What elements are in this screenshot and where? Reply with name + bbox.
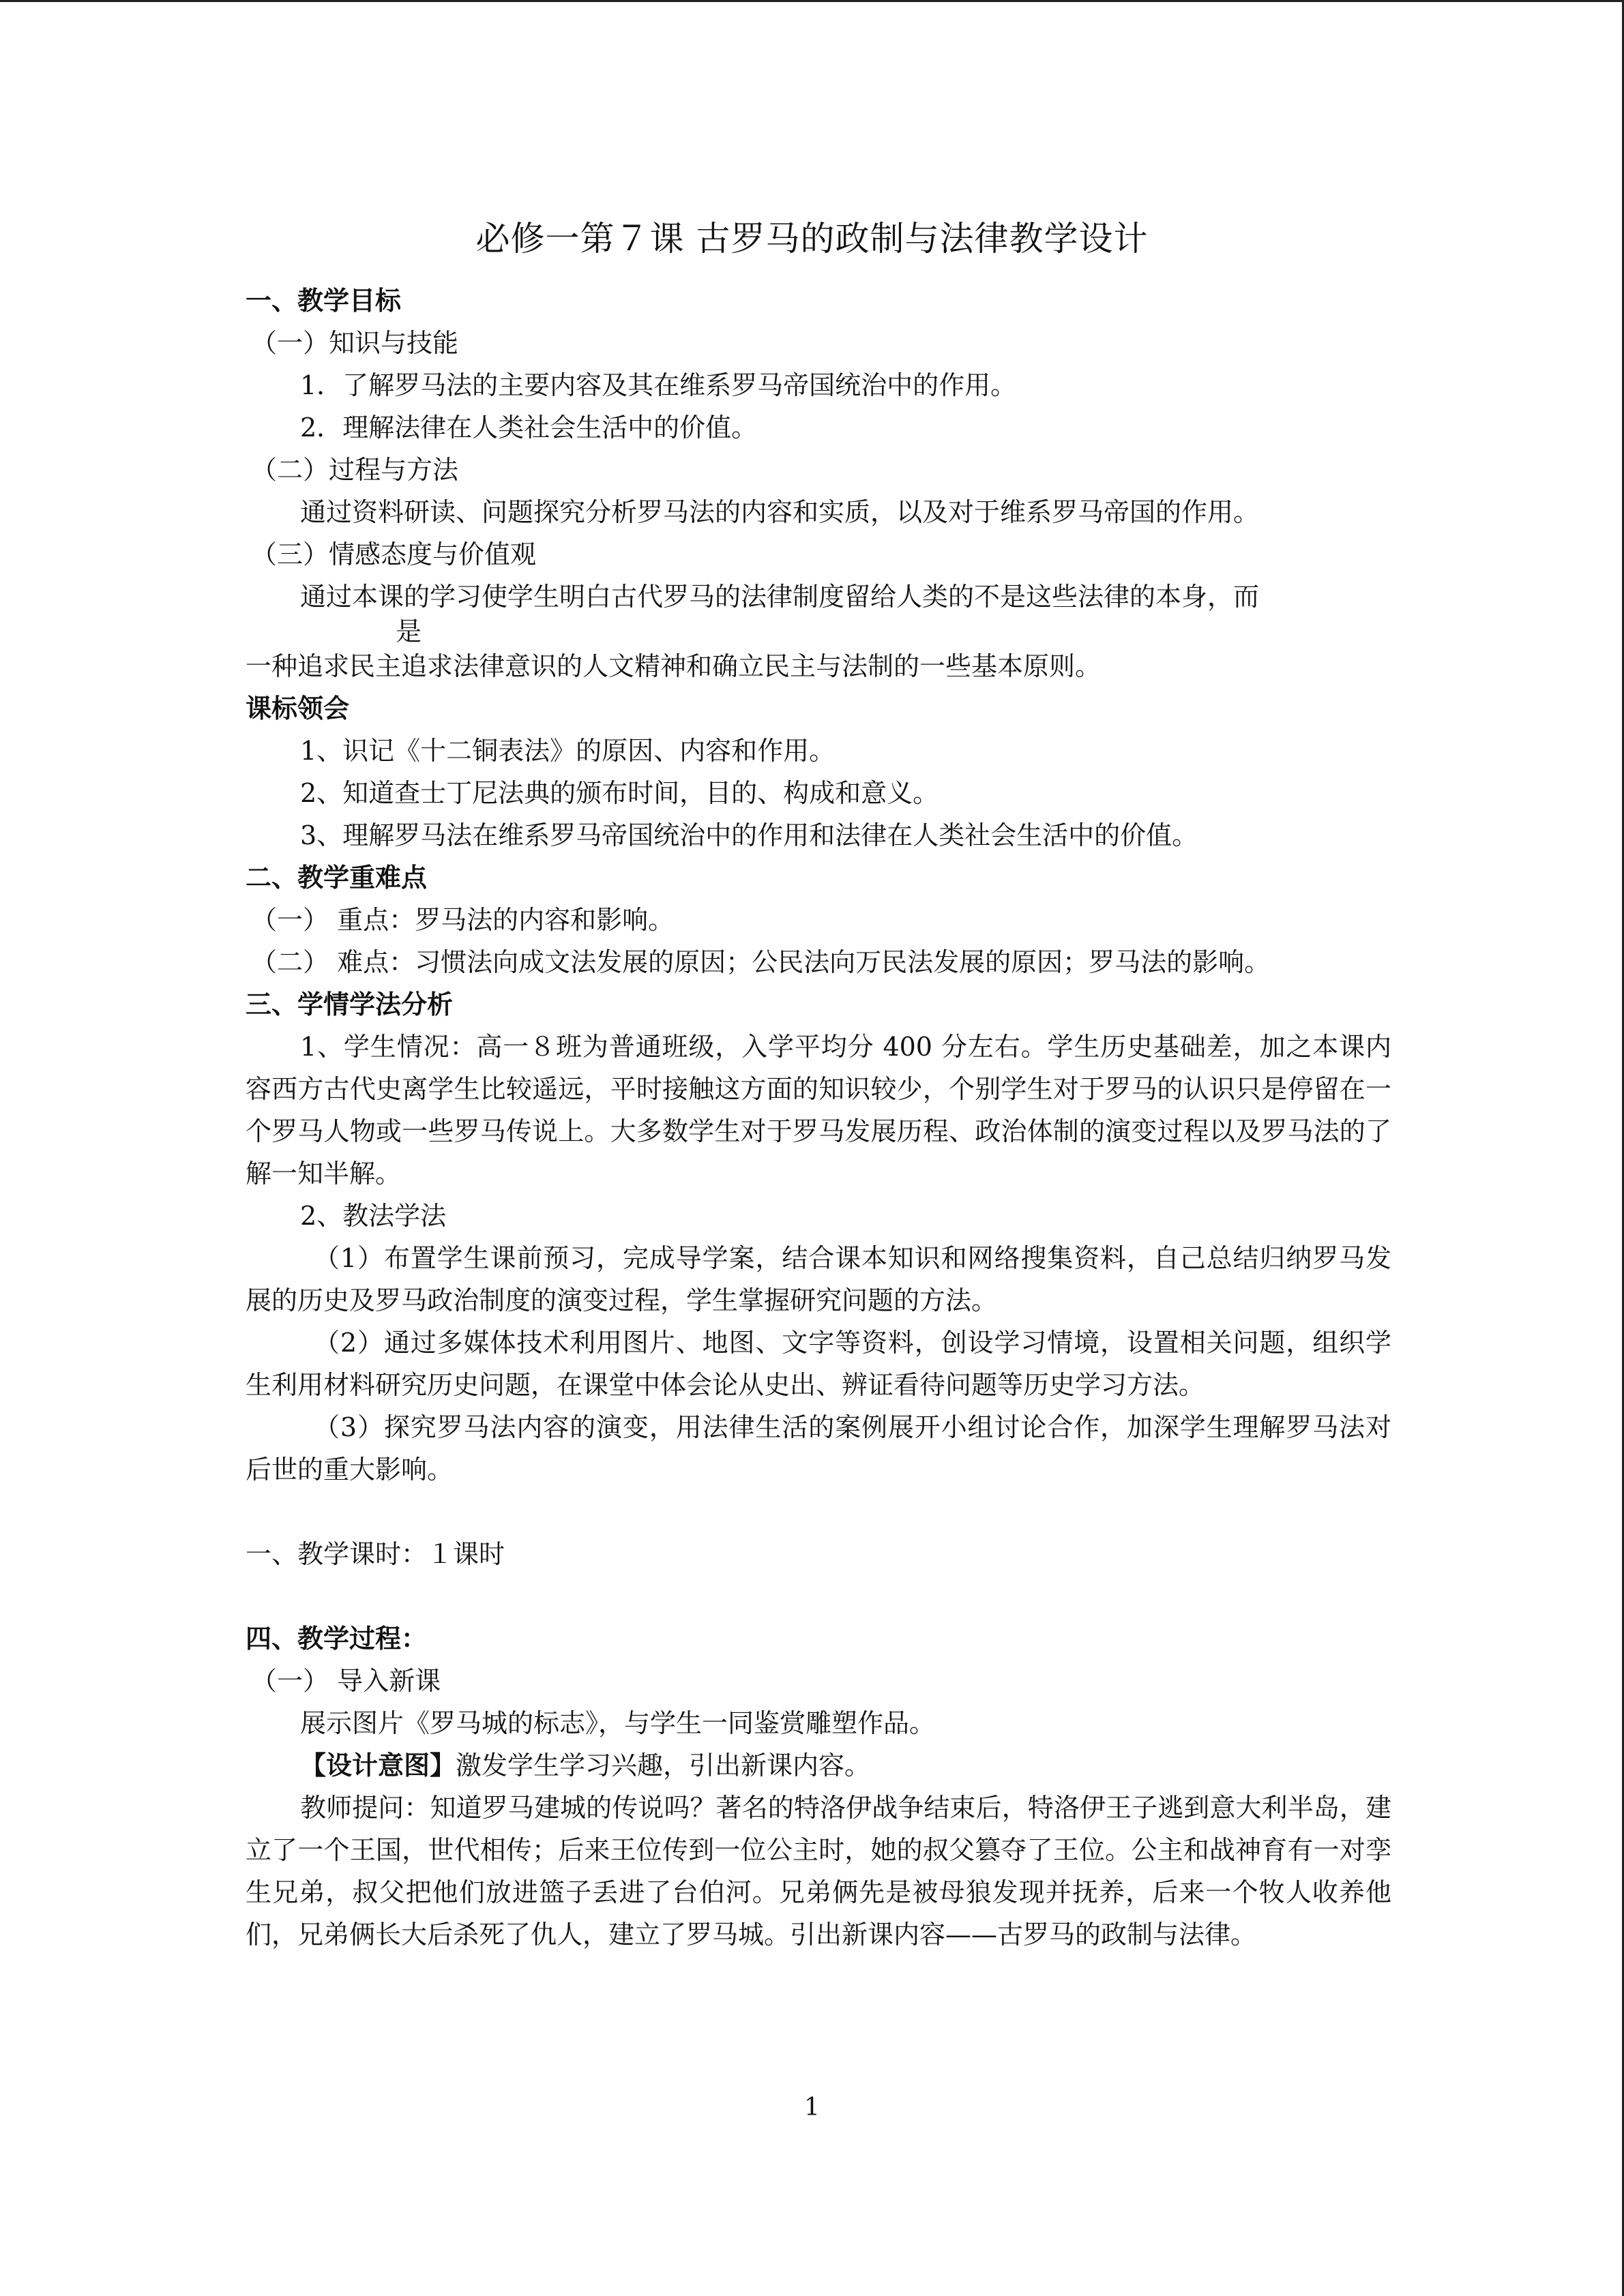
analysis-subheading: 2、教法学法 — [300, 1201, 447, 1231]
key-point: （一） 重点：罗马法的内容和影响。 — [251, 905, 675, 935]
process-text: 通过资料研读、问题探究分析罗马法的内容和实质，以及对于维系罗马帝国的作用。 — [300, 497, 1260, 527]
subheading-process: （二）过程与方法 — [251, 455, 459, 485]
values-text-continued: 一种追求民主追求法律意识的人文精神和确立民主与法制的一些基本原则。 — [246, 651, 1102, 681]
difficult-point: （二） 难点：习惯法向成文法发展的原因；公民法向万民法发展的原因；罗马法的影响。 — [251, 947, 1271, 977]
analysis-paragraph: 1、学生情况：高一８班为普通班级，入学平均分 400 分左右。学生历史基础差，加之本课内容西方古代史离学生比较遥远，平时接触这方面的知识较少，个别学生对于罗马的认识只是停留在一个罗马人物或一些罗马传说上。大多数学生对于罗马发展历程、政治体制的演变过程以及罗马法的了解一知半解。 — [246, 1032, 1391, 1189]
design-intent-label: 【设计意图】 — [300, 1750, 456, 1780]
section-heading-key-points: 二、教学重难点 — [246, 862, 428, 893]
method-paragraph: （2）通过多媒体技术利用图片、地图、文字等资料，创设学习情境，设置相关问题，组织学生利用材料研究历史问题，在课堂中体会论从史出、辨证看待问题等历史学习方法。 — [246, 1328, 1391, 1400]
subheading-intro: （一） 导入新课 — [251, 1666, 441, 1696]
values-text: 通过本课的学习使学生明白古代罗马的法律制度留给人类的不是这些法律的本身，而 — [300, 582, 1260, 612]
subheading-values: （三）情感态度与价值观 — [251, 539, 537, 569]
standard-item: 3、理解罗马法在维系罗马帝国统治中的作用和法律在人类社会生活中的价值。 — [300, 820, 1198, 850]
intro-text: 展示图片《罗马城的标志》，与学生一同鉴赏雕塑作品。 — [300, 1708, 936, 1738]
design-intent — [246, 1744, 1391, 1787]
objective-item: 2．理解法律在人类社会生活中的价值。 — [300, 413, 758, 443]
standard-item: 1、识记《十二铜表法》的原因、内容和作用。 — [300, 736, 836, 766]
page-border-top — [0, 0, 1624, 2]
method-paragraph: （3）探究罗马法内容的演变，用法律生活的案例展开小组讨论合作，加深学生理解罗马法对后世的重大影响。 — [246, 1412, 1391, 1485]
design-intent-text: 激发学生学习兴趣，引出新课内容。 — [456, 1750, 871, 1780]
page-number: 1 — [804, 2093, 820, 2121]
section-heading-standards: 课标领会 — [246, 693, 350, 724]
section-heading-analysis: 三、学情学法分析 — [246, 989, 454, 1019]
method-paragraph: （1）布置学生课前预习，完成导学案，结合课本知识和网络搜集资料，自己总结归纳罗马发展的历史及罗马政治制度的演变过程，学生掌握研究问题的方法。 — [246, 1243, 1391, 1315]
section-heading-process: 四、教学过程： — [246, 1623, 428, 1654]
class-hours: 一、教学课时：１课时 — [246, 1539, 505, 1569]
objective-item: 1．了解罗马法的主要内容及其在维系罗马帝国统治中的作用。 — [300, 370, 1017, 400]
document-body — [246, 280, 1391, 1956]
standard-item: 2、知道查士丁尼法典的颁布时间，目的、构成和意义。 — [300, 778, 939, 808]
document-title: 必修一第７课 古罗马的政制与法律教学设计 — [475, 219, 1149, 258]
teacher-question-paragraph: 教师提问：知道罗马建城的传说吗？著名的特洛伊战争结束后，特洛伊王子逃到意大利半岛，建立了一个王国，世代相传；后来王位传到一位公主时，她的叔父篡夺了王位。公主和战神育有一对孪生兄弟，叔父把他们放进篮子丢进了台伯河。兄弟俩先是被母狼发现并抚养，后来一个牧人收养他们，兄弟俩长大后杀死了仇人，建立了罗马城。引出新课内容——古罗马的政制与法律。 — [246, 1793, 1391, 1950]
values-text-fragment: 是 — [396, 616, 422, 646]
subheading-knowledge: （一）知识与技能 — [251, 328, 459, 358]
section-heading-objectives: 一、教学目标 — [246, 285, 402, 316]
